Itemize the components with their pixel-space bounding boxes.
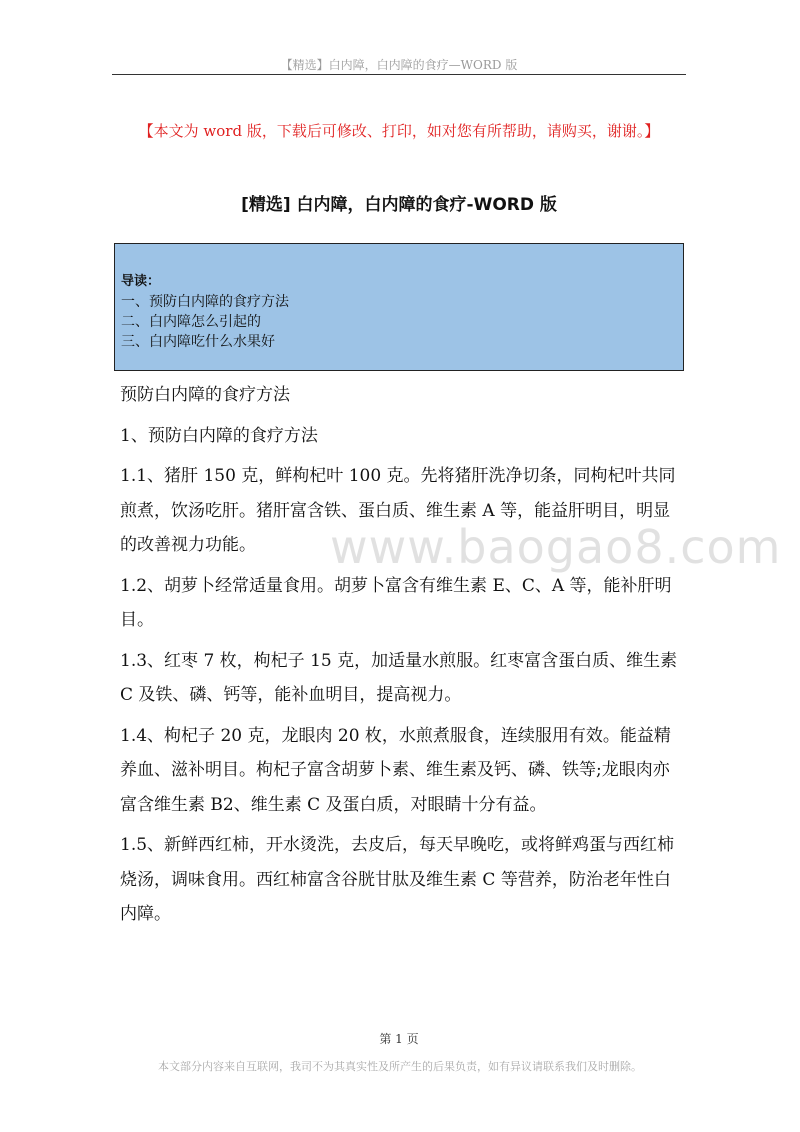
header-divider	[112, 74, 686, 75]
watermark: www.baogao8.com	[330, 520, 782, 574]
document-title: [精选] 白内障，白内障的食疗-WORD 版	[241, 195, 557, 215]
paragraph-1-3: 1.3、红枣 7 枚，枸杞子 15 克，加适量水煎服。红枣富含蛋白质、维生素 C 及铁、磷、钙等，能补血明目，提高视力。	[120, 650, 678, 705]
document-body	[120, 378, 686, 938]
download-notice: 【本文为 word 版，下载后可修改、打印，如对您有所帮助，请购买，谢谢。】	[138, 122, 660, 140]
guide-item-1: 一、预防白内障的食疗方法	[121, 294, 289, 310]
paragraph-1-2: 1.2、胡萝卜经常适量食用。胡萝卜富含有维生素 E、C、A 等，能补肝明目。	[120, 575, 672, 630]
guide-label: 导读：	[121, 274, 161, 289]
guide-item-2: 二、白内障怎么引起的	[121, 314, 261, 330]
guide-item-3: 三、白内障吃什么水果好	[121, 334, 275, 350]
section-heading: 预防白内障的食疗方法	[120, 385, 290, 405]
paragraph-1-5: 1.5、新鲜西红柿，开水烫洗，去皮后，每天早晚吃，或将鲜鸡蛋与西红柿烧汤，调味食用。西红柿富含谷胱甘肽及维生素 C 等营养，防治老年性白内障。	[120, 835, 675, 924]
page-footer: 本文部分内容来自互联网，我司不为其真实性及所产生的后果负责，如有异议请联系我们及时删除。	[158, 1060, 642, 1073]
page-number: 第 1 页	[379, 1032, 419, 1046]
paragraph-1-4: 1.4、枸杞子 20 克，龙眼肉 20 枚，水煎煮服食，连续服用有效。能益精养血、滋补明目。枸杞子富含胡萝卜素、维生素及钙、磷、铁等;龙眼肉亦富含维生素 B2、维生素 C 及蛋白质，对眼睛十分有益。	[120, 725, 671, 815]
page-header: 【精选】白内障，白内障的食疗—WORD 版	[280, 58, 518, 72]
paragraph-1-1: 1.1、猪肝 150 克，鲜枸杞叶 100 克。先将猪肝洗净切条，同枸杞叶共同煎煮，饮汤吃肝。猪肝富含铁、蛋白质、维生素 A 等，能益肝明目，明显的改善视力功能。	[120, 466, 676, 555]
subheading: 1、预防白内障的食疗方法	[120, 425, 318, 446]
guide-box	[114, 243, 684, 371]
